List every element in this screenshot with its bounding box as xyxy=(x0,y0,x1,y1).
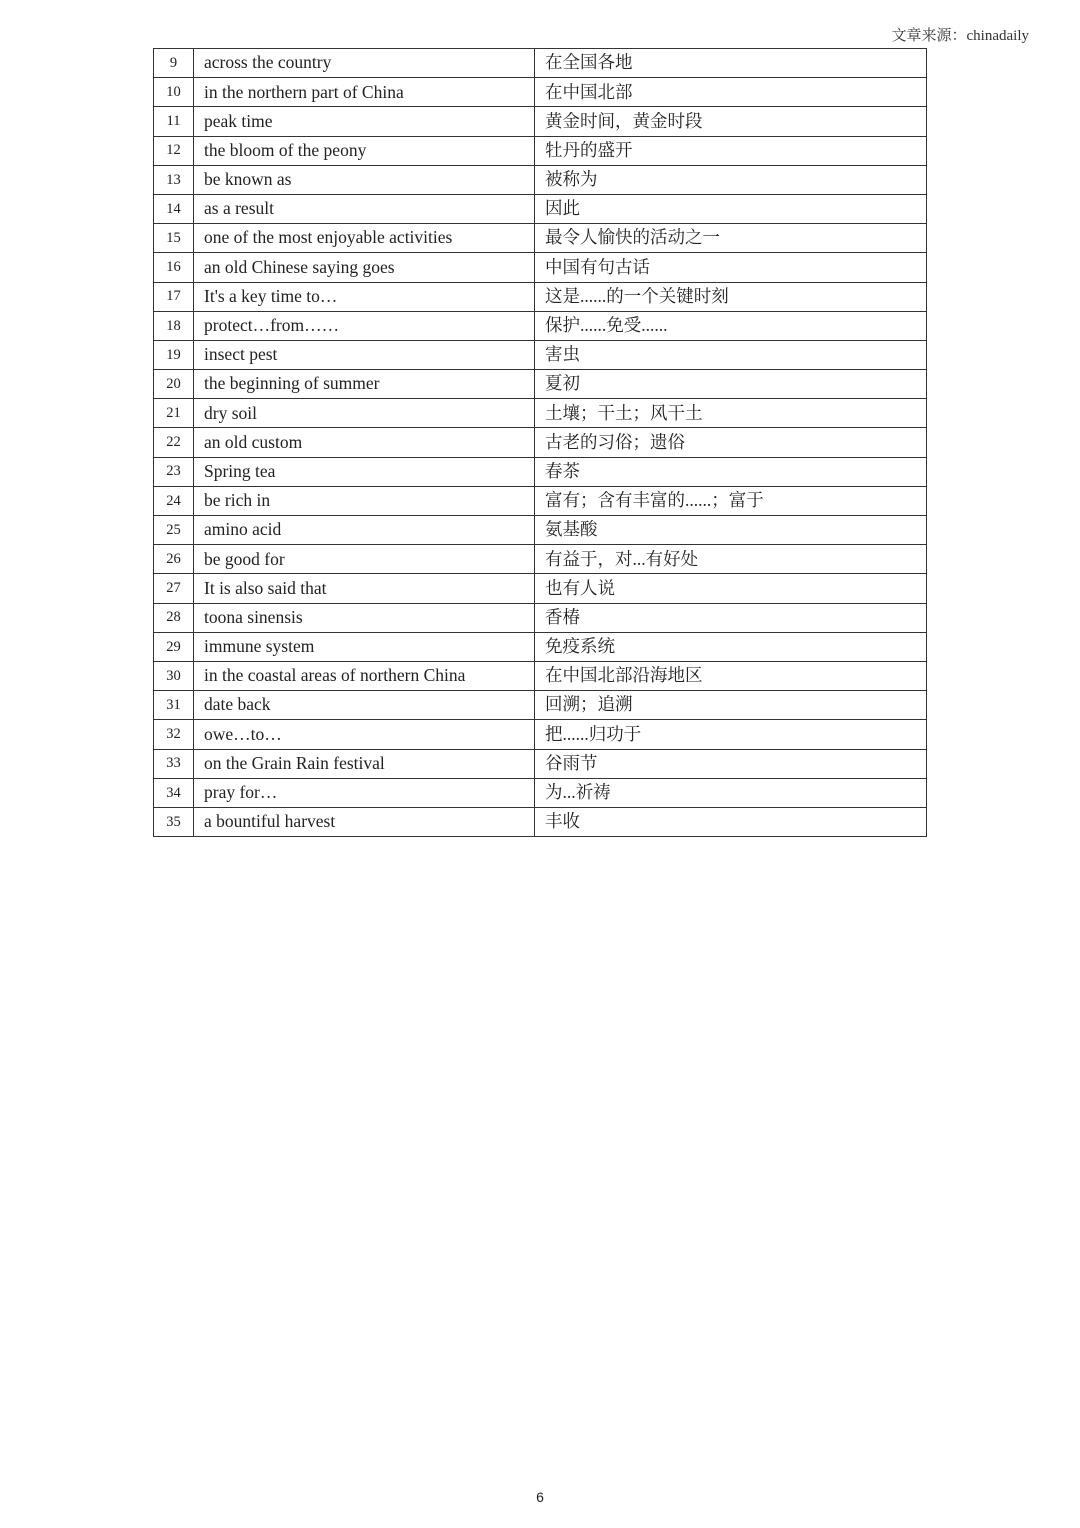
chinese-translation: 丰收 xyxy=(535,807,927,836)
english-phrase: a bountiful harvest xyxy=(194,807,535,836)
english-phrase: protect…from…… xyxy=(194,311,535,340)
english-phrase: be rich in xyxy=(194,486,535,515)
chinese-translation: 因此 xyxy=(535,194,927,223)
chinese-translation: 中国有句古话 xyxy=(535,253,927,282)
table-row xyxy=(154,661,927,690)
table-row xyxy=(154,778,927,807)
table-row xyxy=(154,720,927,749)
english-phrase: the beginning of summer xyxy=(194,370,535,399)
row-number: 19 xyxy=(154,340,194,369)
chinese-translation: 牡丹的盛开 xyxy=(535,136,927,165)
english-phrase: as a result xyxy=(194,194,535,223)
row-number: 15 xyxy=(154,224,194,253)
row-number: 18 xyxy=(154,311,194,340)
english-phrase: It is also said that xyxy=(194,574,535,603)
chinese-translation: 在中国北部沿海地区 xyxy=(535,661,927,690)
row-number: 16 xyxy=(154,253,194,282)
row-number: 20 xyxy=(154,370,194,399)
chinese-translation: 夏初 xyxy=(535,370,927,399)
chinese-translation: 有益于，对...有好处 xyxy=(535,545,927,574)
english-phrase: be known as xyxy=(194,165,535,194)
english-phrase: date back xyxy=(194,691,535,720)
chinese-translation: 把......归功于 xyxy=(535,720,927,749)
table-row xyxy=(154,749,927,778)
english-phrase: toona sinensis xyxy=(194,603,535,632)
row-number: 11 xyxy=(154,107,194,136)
table-row xyxy=(154,691,927,720)
row-number: 24 xyxy=(154,486,194,515)
table-row xyxy=(154,224,927,253)
table-row xyxy=(154,399,927,428)
table-row xyxy=(154,165,927,194)
table-row xyxy=(154,807,927,836)
chinese-translation: 免疫系统 xyxy=(535,632,927,661)
row-number: 30 xyxy=(154,661,194,690)
table-row xyxy=(154,574,927,603)
table-row xyxy=(154,136,927,165)
table-row xyxy=(154,457,927,486)
table-row xyxy=(154,49,927,78)
english-phrase: in the coastal areas of northern China xyxy=(194,661,535,690)
chinese-translation: 春茶 xyxy=(535,457,927,486)
row-number: 21 xyxy=(154,399,194,428)
chinese-translation: 最令人愉快的活动之一 xyxy=(535,224,927,253)
chinese-translation: 土壤；干土；风干土 xyxy=(535,399,927,428)
source-note: 文章来源：chinadaily xyxy=(891,28,1029,44)
chinese-translation: 这是......的一个关键时刻 xyxy=(535,282,927,311)
vocabulary-table-body xyxy=(154,49,927,837)
row-number: 26 xyxy=(154,545,194,574)
table-row xyxy=(154,516,927,545)
row-number: 23 xyxy=(154,457,194,486)
table-row xyxy=(154,370,927,399)
chinese-translation: 被称为 xyxy=(535,165,927,194)
english-phrase: owe…to… xyxy=(194,720,535,749)
english-phrase: on the Grain Rain festival xyxy=(194,749,535,778)
row-number: 9 xyxy=(154,49,194,78)
chinese-translation: 在全国各地 xyxy=(535,49,927,78)
english-phrase: amino acid xyxy=(194,516,535,545)
english-phrase: immune system xyxy=(194,632,535,661)
row-number: 29 xyxy=(154,632,194,661)
chinese-translation: 香椿 xyxy=(535,603,927,632)
vocabulary-table xyxy=(153,48,927,837)
chinese-translation: 古老的习俗；遗俗 xyxy=(535,428,927,457)
english-phrase: dry soil xyxy=(194,399,535,428)
english-phrase: an old Chinese saying goes xyxy=(194,253,535,282)
chinese-translation: 为...祈祷 xyxy=(535,778,927,807)
row-number: 13 xyxy=(154,165,194,194)
row-number: 25 xyxy=(154,516,194,545)
row-number: 12 xyxy=(154,136,194,165)
table-row xyxy=(154,311,927,340)
page-number: 6 xyxy=(536,1489,544,1505)
english-phrase: one of the most enjoyable activities xyxy=(194,224,535,253)
table-row xyxy=(154,340,927,369)
row-number: 14 xyxy=(154,194,194,223)
chinese-translation: 在中国北部 xyxy=(535,78,927,107)
table-row xyxy=(154,253,927,282)
table-row xyxy=(154,282,927,311)
table-row xyxy=(154,194,927,223)
row-number: 27 xyxy=(154,574,194,603)
english-phrase: peak time xyxy=(194,107,535,136)
chinese-translation: 谷雨节 xyxy=(535,749,927,778)
chinese-translation: 回溯；追溯 xyxy=(535,691,927,720)
table-row xyxy=(154,632,927,661)
row-number: 31 xyxy=(154,691,194,720)
english-phrase: Spring tea xyxy=(194,457,535,486)
english-phrase: be good for xyxy=(194,545,535,574)
row-number: 32 xyxy=(154,720,194,749)
english-phrase: insect pest xyxy=(194,340,535,369)
chinese-translation: 害虫 xyxy=(535,340,927,369)
table-row xyxy=(154,603,927,632)
chinese-translation: 富有；含有丰富的......；富于 xyxy=(535,486,927,515)
chinese-translation: 也有人说 xyxy=(535,574,927,603)
table-row xyxy=(154,78,927,107)
table-row xyxy=(154,107,927,136)
chinese-translation: 黄金时间，黄金时段 xyxy=(535,107,927,136)
english-phrase: pray for… xyxy=(194,778,535,807)
english-phrase: across the country xyxy=(194,49,535,78)
chinese-translation: 保护......免受...... xyxy=(535,311,927,340)
row-number: 10 xyxy=(154,78,194,107)
row-number: 35 xyxy=(154,807,194,836)
table-row xyxy=(154,486,927,515)
row-number: 17 xyxy=(154,282,194,311)
row-number: 22 xyxy=(154,428,194,457)
table-row xyxy=(154,428,927,457)
row-number: 28 xyxy=(154,603,194,632)
chinese-translation: 氨基酸 xyxy=(535,516,927,545)
table-row xyxy=(154,545,927,574)
english-phrase: in the northern part of China xyxy=(194,78,535,107)
row-number: 34 xyxy=(154,778,194,807)
row-number: 33 xyxy=(154,749,194,778)
english-phrase: It's a key time to… xyxy=(194,282,535,311)
english-phrase: an old custom xyxy=(194,428,535,457)
english-phrase: the bloom of the peony xyxy=(194,136,535,165)
